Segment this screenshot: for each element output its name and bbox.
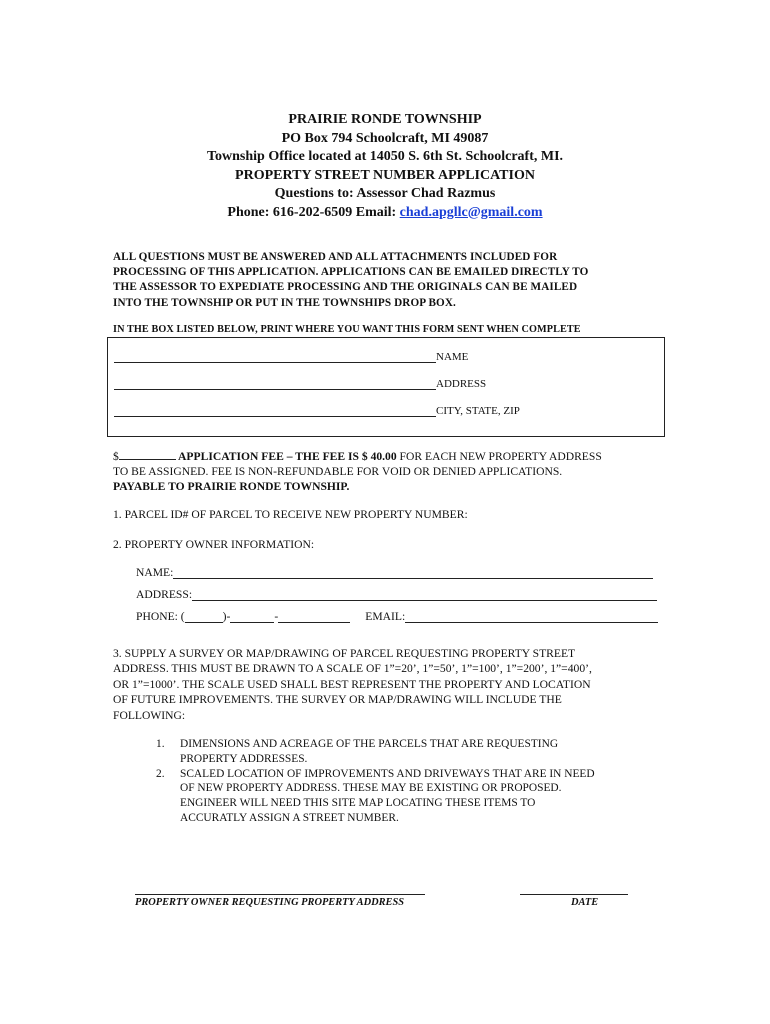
instructions-line: PROCESSING OF THIS APPLICATION. APPLICATIONS CAN BE EMAILED DIRECTLY TO <box>113 266 589 279</box>
question-3-line: 3. SUPPLY A SURVEY OR MAP/DRAWING OF PARCEL REQUESTING PROPERTY STREET <box>113 647 576 660</box>
question-3-line: OR 1”=1000’. THE SCALE USED SHALL BEST REPRESENT THE PROPERTY AND LOCATION <box>113 677 591 691</box>
fee-bold-text: APPLICATION FEE – THE FEE IS $ 40.00 <box>175 450 397 463</box>
phone-separator: )- <box>222 610 231 623</box>
phone-text: Phone: 616-202-6509 Email: <box>227 204 400 220</box>
owner-address-field[interactable] <box>192 588 657 601</box>
send-name-label: NAME <box>436 351 469 363</box>
owner-name-row <box>136 566 653 579</box>
instructions-line: ALL QUESTIONS MUST BE ANSWERED AND ALL ATTACHMENTS INCLUDED FOR <box>113 251 558 263</box>
send-city-row <box>114 404 520 417</box>
owner-email-label: EMAIL: <box>365 610 406 623</box>
form-header <box>0 111 770 222</box>
question-1: 1. PARCEL ID# OF PARCEL TO RECEIVE NEW PROPERTY NUMBER: <box>113 508 468 521</box>
fee-line-2: TO BE ASSIGNED. FEE IS NON-REFUNDABLE FOR VOID OR DENIED APPLICATIONS. <box>113 465 563 479</box>
send-address-row <box>114 377 486 390</box>
phone-label: PHONE: ( <box>136 610 185 623</box>
question-3-line: OF FUTURE IMPROVEMENTS. THE SURVEY OR MAP/DRAWING WILL INCLUDE THE <box>113 693 562 707</box>
township-mailing-address: PO Box 794 Schoolcraft, MI 49087 <box>281 130 489 146</box>
send-box-title: IN THE BOX LISTED BELOW, PRINT WHERE YOU WANT THIS FORM SENT WHEN COMPLETE <box>113 324 581 335</box>
phone-area-code-field[interactable] <box>185 610 223 623</box>
list-item-line: PROPERTY ADDRESSES. <box>180 752 308 765</box>
list-item <box>156 737 656 767</box>
instructions-line: INTO THE TOWNSHIP OR PUT IN THE TOWNSHIPS DROP BOX. <box>113 296 456 309</box>
list-item-text <box>180 767 595 826</box>
contact-assessor: Questions to: Assessor Chad Razmus <box>274 186 496 201</box>
question-3-line: ADDRESS. THIS MUST BE DRAWN TO A SCALE OF 1”=20’, 1”=50’, 1”=100’, 1”=200’, 1”=400’, <box>113 662 592 676</box>
fee-rest-text: FOR EACH NEW PROPERTY ADDRESS <box>396 450 602 463</box>
list-item-line: ENGINEER WILL NEED THIS SITE MAP LOCATING THESE ITEMS TO <box>180 797 536 810</box>
form-title: PROPERTY STREET NUMBER APPLICATION <box>235 167 535 183</box>
owner-name-field[interactable] <box>173 566 653 579</box>
fee-section <box>113 448 653 495</box>
date-signature-line[interactable] <box>520 894 628 895</box>
instructions-line: THE ASSESSOR TO EXPEDIATE PROCESSING AND THE ORIGINALS CAN BE MAILED <box>113 281 578 294</box>
requirements-list <box>156 737 656 826</box>
dollar-sign: $ <box>113 450 119 463</box>
owner-signature-line[interactable] <box>135 894 425 895</box>
send-city-field[interactable] <box>114 404 436 417</box>
fee-payable: PAYABLE TO PRAIRIE RONDE TOWNSHIP. <box>113 480 350 494</box>
owner-email-field[interactable] <box>405 610 658 623</box>
list-item-line: ACCURATLY ASSIGN A STREET NUMBER. <box>180 811 399 824</box>
phone-separator: - <box>274 610 279 623</box>
phone-line-field[interactable] <box>278 610 350 623</box>
fee-amount-field[interactable] <box>119 448 176 460</box>
email-link[interactable]: chad.apgllc@gmail.com <box>399 204 543 220</box>
contact-phone-email <box>0 204 770 223</box>
send-address-label: ADDRESS <box>436 378 487 390</box>
list-item-line: DIMENSIONS AND ACREAGE OF THE PARCELS THAT ARE REQUESTING <box>180 738 559 750</box>
send-name-row <box>114 350 468 363</box>
question-2-title: 2. PROPERTY OWNER INFORMATION: <box>113 538 315 551</box>
send-address-field[interactable] <box>114 377 436 390</box>
send-name-field[interactable] <box>114 350 436 363</box>
list-number: 2. <box>156 767 165 780</box>
owner-name-label: NAME: <box>136 566 174 579</box>
list-item-line: SCALED LOCATION OF IMPROVEMENTS AND DRIVEWAYS THAT ARE IN NEED <box>180 767 595 780</box>
question-3 <box>113 646 653 723</box>
instructions <box>113 250 673 311</box>
list-number: 1. <box>156 738 165 750</box>
phone-prefix-field[interactable] <box>230 610 274 623</box>
list-item <box>156 767 656 826</box>
send-to-box <box>107 337 665 437</box>
date-label: DATE <box>571 897 599 908</box>
owner-address-label: ADDRESS: <box>136 588 193 601</box>
list-item-line: OF NEW PROPERTY ADDRESS. THESE MAY BE EXISTING OR PROPOSED. <box>180 782 562 795</box>
owner-phone-row <box>136 610 658 623</box>
send-city-label: CITY, STATE, ZIP <box>436 405 520 417</box>
fee-line <box>113 448 653 464</box>
township-office-location: Township Office located at 14050 S. 6th St. Schoolcraft, MI. <box>206 149 564 164</box>
list-item-text <box>180 737 558 767</box>
owner-signature-label: PROPERTY OWNER REQUESTING PROPERTY ADDRESS <box>135 897 405 908</box>
owner-address-row <box>136 588 657 601</box>
township-name: PRAIRIE RONDE TOWNSHIP <box>288 112 482 127</box>
question-3-line: FOLLOWING: <box>113 708 186 722</box>
